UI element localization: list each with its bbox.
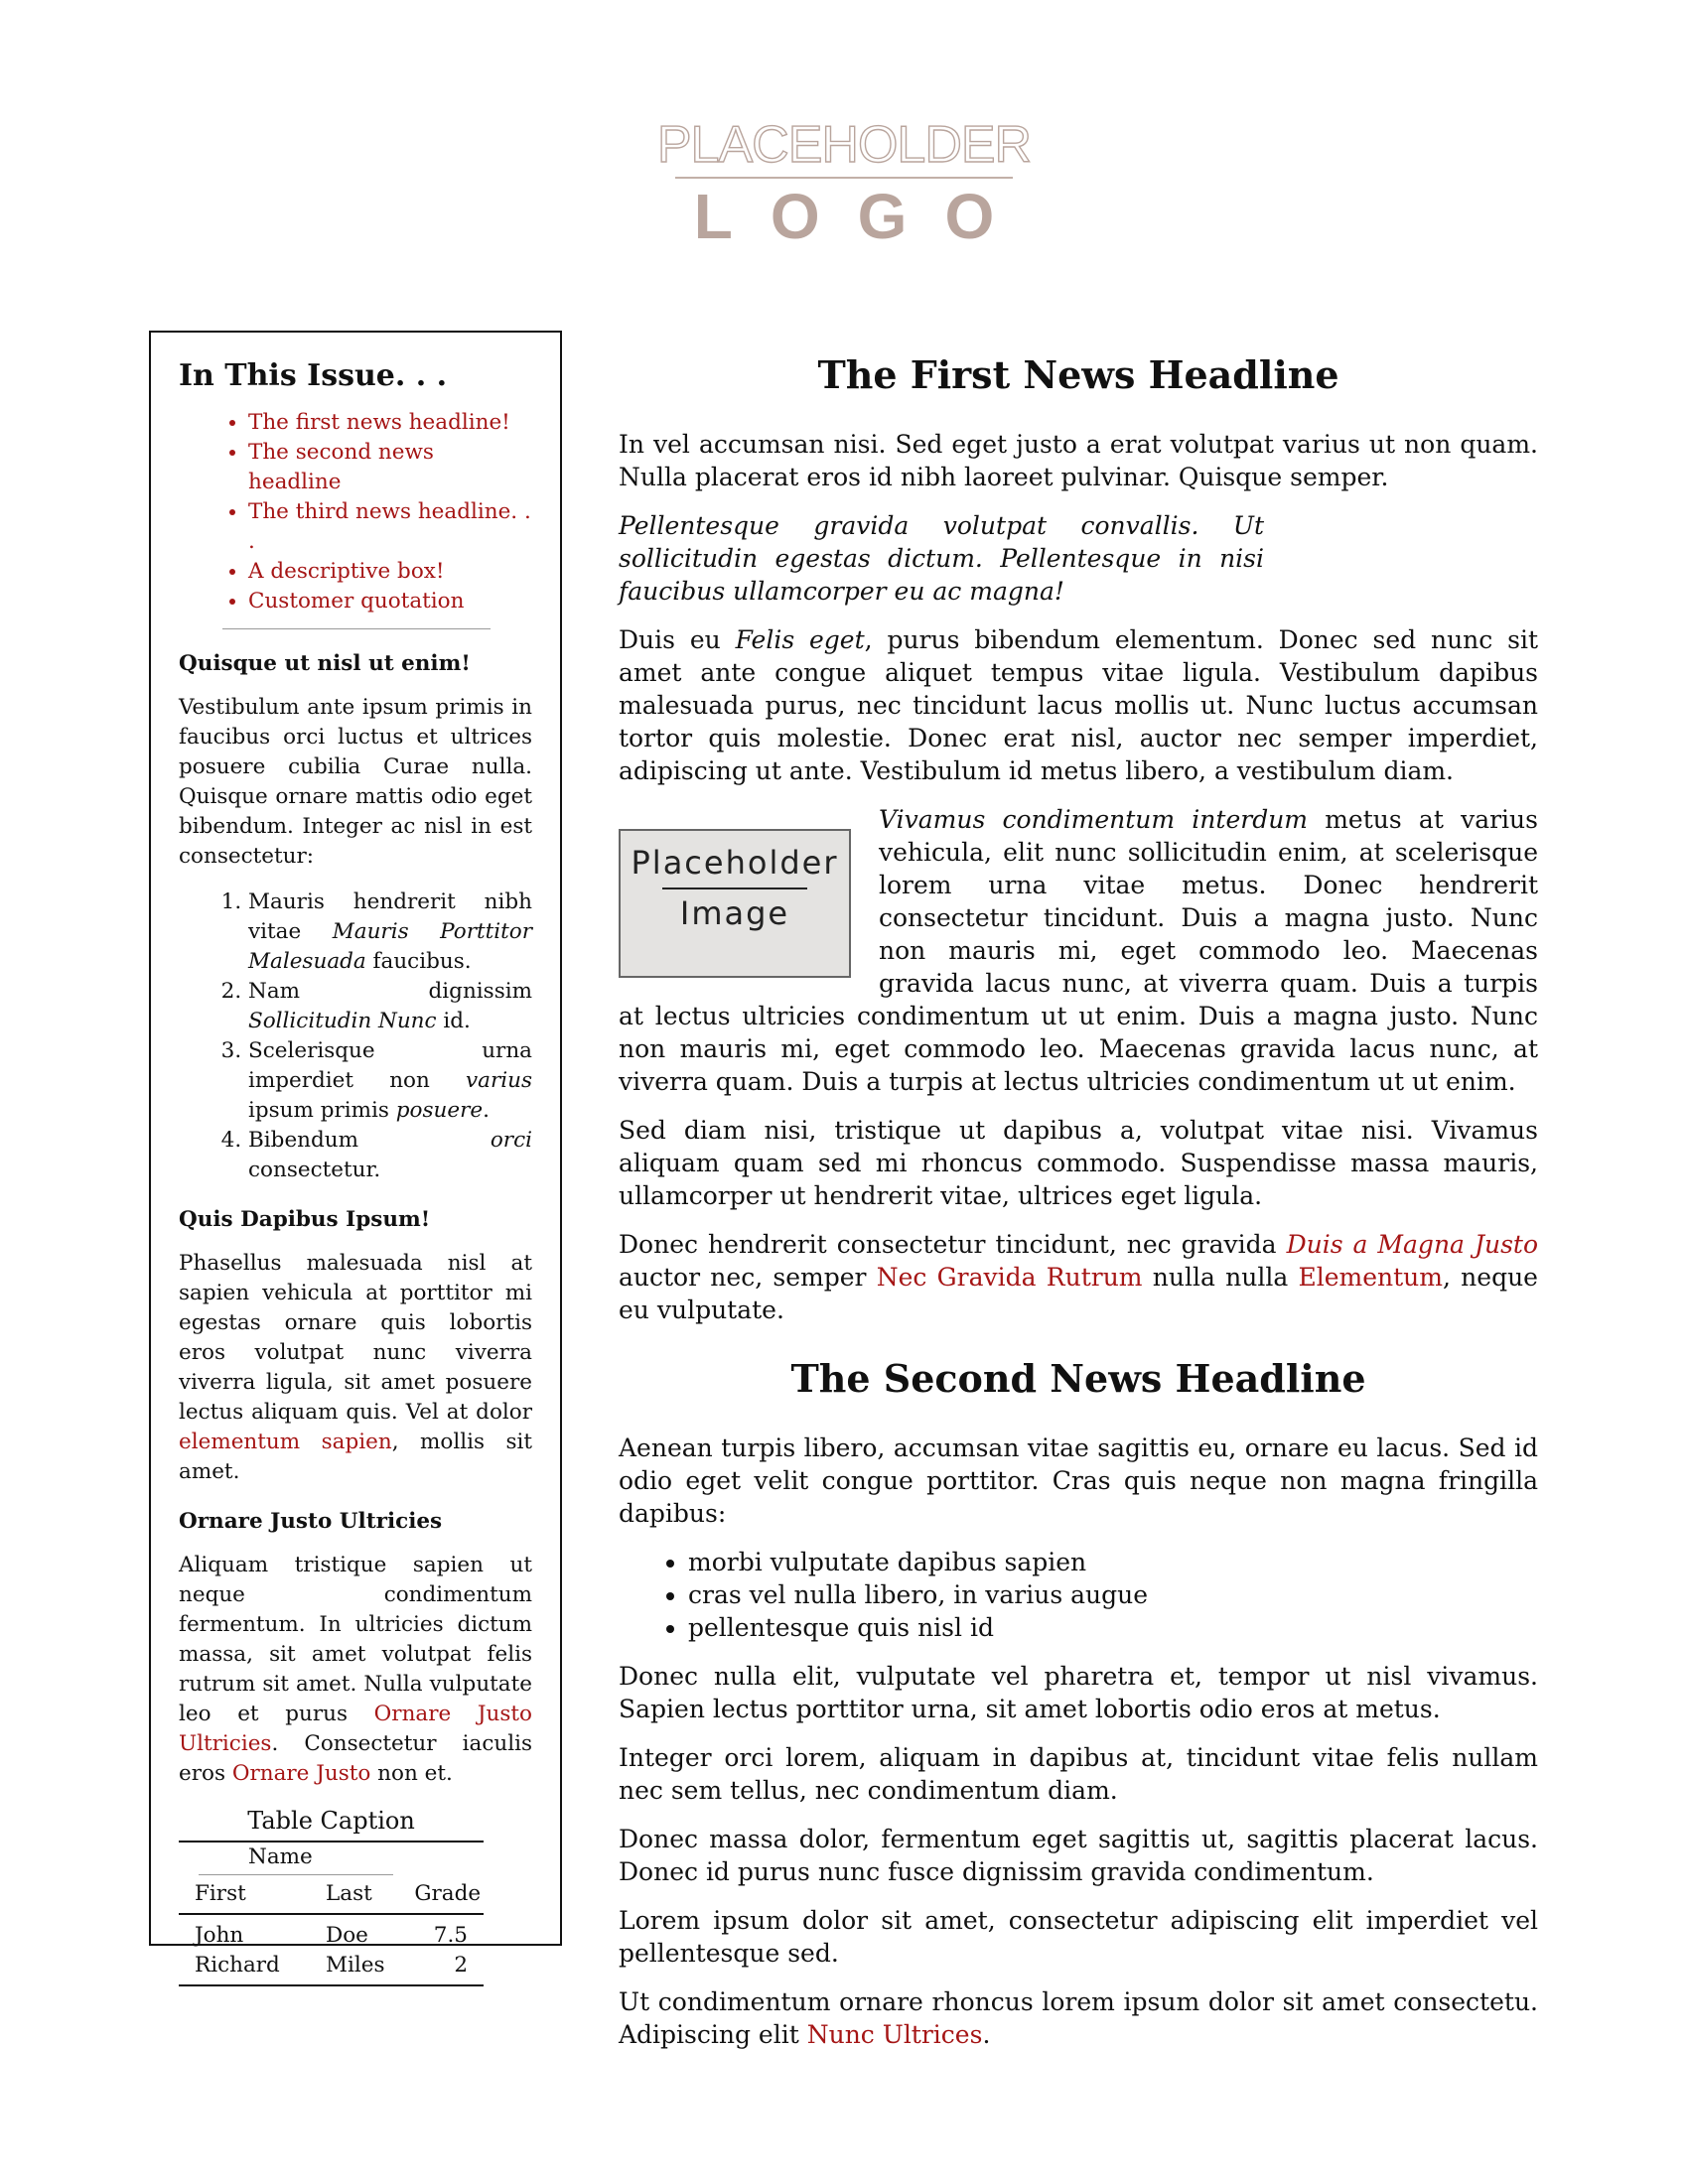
list-item: • cras vel nulla libero, in varius augue <box>688 1578 1538 1611</box>
list-item: 1. Mauris hendrerit nibh vitae Mauris Porttitor Malesuada faucibus. <box>248 887 532 977</box>
toc-item[interactable]: • A descriptive box! <box>248 557 532 587</box>
sidebar-box <box>149 331 562 1978</box>
main-column <box>619 352 1538 2067</box>
logo-divider <box>675 177 1013 179</box>
image-divider <box>662 887 807 889</box>
logo-top-text: PLACEHOLDER <box>656 116 1032 174</box>
article-paragraph: Duis eu Felis eget, purus bibendum elementum. Donec sed nunc sit amet ante congue aliquet tempus vitae ligula. Vestibulum dapibus malesuada purus, nec tincidunt lacus mollis ut. Nunc luctus accumsan tortor quis molestie. Donec erat nisl, auctor nec semper imperdiet, adipiscing ut ante. Vestibulum id metus libero, a vestibulum diam. <box>619 625 1538 785</box>
table-header: Grade <box>414 1881 482 1906</box>
table-caption: Table Caption <box>247 1807 415 1835</box>
sidebar-heading: Quisque ut nisl ut enim! <box>179 651 471 676</box>
inline-link[interactable]: Nec Gravida Rutrum <box>876 1263 1143 1292</box>
sidebar-paragraph: Aliquam tristique sapien ut neque condimentum fermentum. In ultricies dictum massa, sit amet volutpat felis rutrum sit amet. Nulla vulputate leo et purus Ornare Justo Ultricies. Consectetur iaculis eros Ornare Justo non et. <box>179 1553 532 1786</box>
sidebar-divider <box>222 628 491 629</box>
sidebar-title: In This Issue. . . <box>179 358 448 393</box>
article-paragraph: Aenean turpis libero, accumsan vitae sagittis eu, ornare eu lacus. Sed id odio eget velit congue porttitor. Cras quis neque non magna fringilla dapibus: <box>619 1433 1538 1528</box>
inline-link[interactable]: Ornare Justo Ultricies <box>179 1702 532 1756</box>
table-group-header: Name <box>248 1844 313 1869</box>
sidebar-paragraph: Phasellus malesuada nisl at sapien vehicula at porttitor mi egestas ornare quis lobortis eros volutpat nunc viverra viverra ligula, sit amet posuere lectus aliquam quis. Vel at dolor elementum sapien, mollis sit amet. <box>179 1251 532 1484</box>
logo-bottom-text: LOGO <box>693 181 1033 252</box>
table-row: Richard Miles 2 <box>179 1951 484 1985</box>
grades-table <box>179 1805 484 1986</box>
table-of-contents <box>179 408 532 616</box>
headline: The Second News Headline <box>790 1356 1366 1401</box>
article-paragraph: Vivamus condimentum interdum metus at varius vehicula, elit nunc sollicitudin enim, at scelerisque lorem urna vitae metus. Donec hendrerit consectetur tincidunt. Duis a magna justo. Nunc non mauris mi, eget commodo leo. Maecenas gravida lacus nunc, at viverra quam. Duis a turpis at lectus ultricies condimentum ut ut enim. Duis a magna justo. Nunc non mauris mi, eget commodo leo. Maecenas gravida lacus nunc, at viverra quam. Duis a turpis at lectus ultricies condimentum ut ut enim. <box>619 805 1538 1096</box>
list-item: 3. Scelerisque urna imperdiet non varius ipsum primis posuere. <box>248 1036 532 1126</box>
bullet-list <box>619 1546 1538 1644</box>
article-paragraph: Donec hendrerit consectetur tincidunt, nec gravida Duis a Magna Justo auctor nec, semper Nec Gravida Rutrum nulla nulla Elementum, neque eu vulputate. <box>619 1230 1538 1324</box>
inline-link[interactable]: elementum sapien <box>179 1430 392 1454</box>
numbered-list <box>179 887 532 1185</box>
block-quote: Pellentesque gravida volutpat convallis. Ut sollicitudin egestas dictum. Pellentesque in nisi faucibus ullamcorper eu ac magna! <box>619 511 1264 606</box>
article-paragraph: Ut condimentum ornare rhoncus lorem ipsum dolor sit amet consectetu. Adipiscing elit Nunc Ultrices. <box>619 1987 1538 2049</box>
list-item: • pellentesque quis nisl id <box>688 1611 1538 1644</box>
toc-item[interactable]: • Customer quotation <box>248 587 532 616</box>
table-header: First <box>195 1881 246 1906</box>
article-paragraph: Donec nulla elit, vulputate vel pharetra et, tempor ut nisl vivamus. Sapien lectus porttitor urna, sit amet lobortis odio eros at metus. <box>619 1662 1538 1723</box>
toc-item[interactable]: • The first news headline! <box>248 408 532 438</box>
article-paragraph: Sed diam nisi, tristique ut dapibus a, volutpat vitae nisi. Vivamus aliquam quam sed mi rhoncus commodo. Suspendisse massa mauris, ullamcorper ut hendrerit vitae, ultrices eget ligula. <box>619 1116 1538 1210</box>
inline-link[interactable]: Elementum <box>1298 1263 1443 1292</box>
inline-link[interactable]: Duis a Magna Justo <box>1286 1230 1538 1259</box>
article-paragraph: Donec massa dolor, fermentum eget sagittis ut, sagittis placerat lacus. Donec id purus nunc fusce dignissim gravida condimentum. <box>619 1825 1538 1886</box>
sidebar-paragraph: Vestibulum ante ipsum primis in faucibus orci luctus et ultrices posuere cubilia Curae nulla. Quisque ornare mattis odio eget bibendum. Integer ac nisl in est consectetur: <box>179 695 532 869</box>
toc-item[interactable]: • The third news headline. . . <box>248 497 532 557</box>
sidebar-heading: Ornare Justo Ultricies <box>179 1509 443 1534</box>
list-item: 2. Nam dignissim Sollicitudin Nunc id. <box>248 977 532 1036</box>
image-label-top: Placeholder <box>631 844 839 882</box>
article-paragraph: In vel accumsan nisi. Sed eget justo a erat volutpat varius ut non quam. Nulla placerat eros id nibh laoreet pulvinar. Quisque semper. <box>619 430 1538 491</box>
image-label-bottom: Image <box>679 894 790 932</box>
article-paragraph: Lorem ipsum dolor sit amet, consectetur adipiscing elit imperdiet vel pellentesque sed. <box>619 1906 1538 1968</box>
table-header: Last <box>325 1881 372 1906</box>
article-paragraph: Integer orci lorem, aliquam in dapibus at, tincidunt vitae felis nullam nec sem tellus, nec condimentum diam. <box>619 1743 1538 1805</box>
list-item: 4. Bibendum orci consectetur. <box>248 1126 532 1185</box>
toc-item[interactable]: • The second news headline <box>248 438 532 497</box>
placeholder-logo <box>655 116 1033 252</box>
inline-link[interactable]: Ornare Justo <box>231 1761 371 1786</box>
inline-link[interactable]: Nunc Ultrices <box>806 2020 983 2049</box>
placeholder-image <box>619 829 851 978</box>
table-row: John Doe 7.5 <box>195 1923 468 1948</box>
list-item: • morbi vulputate dapibus sapien <box>688 1546 1538 1578</box>
headline: The First News Headline <box>817 352 1339 397</box>
sidebar-heading: Quis Dapibus Ipsum! <box>179 1207 431 1232</box>
